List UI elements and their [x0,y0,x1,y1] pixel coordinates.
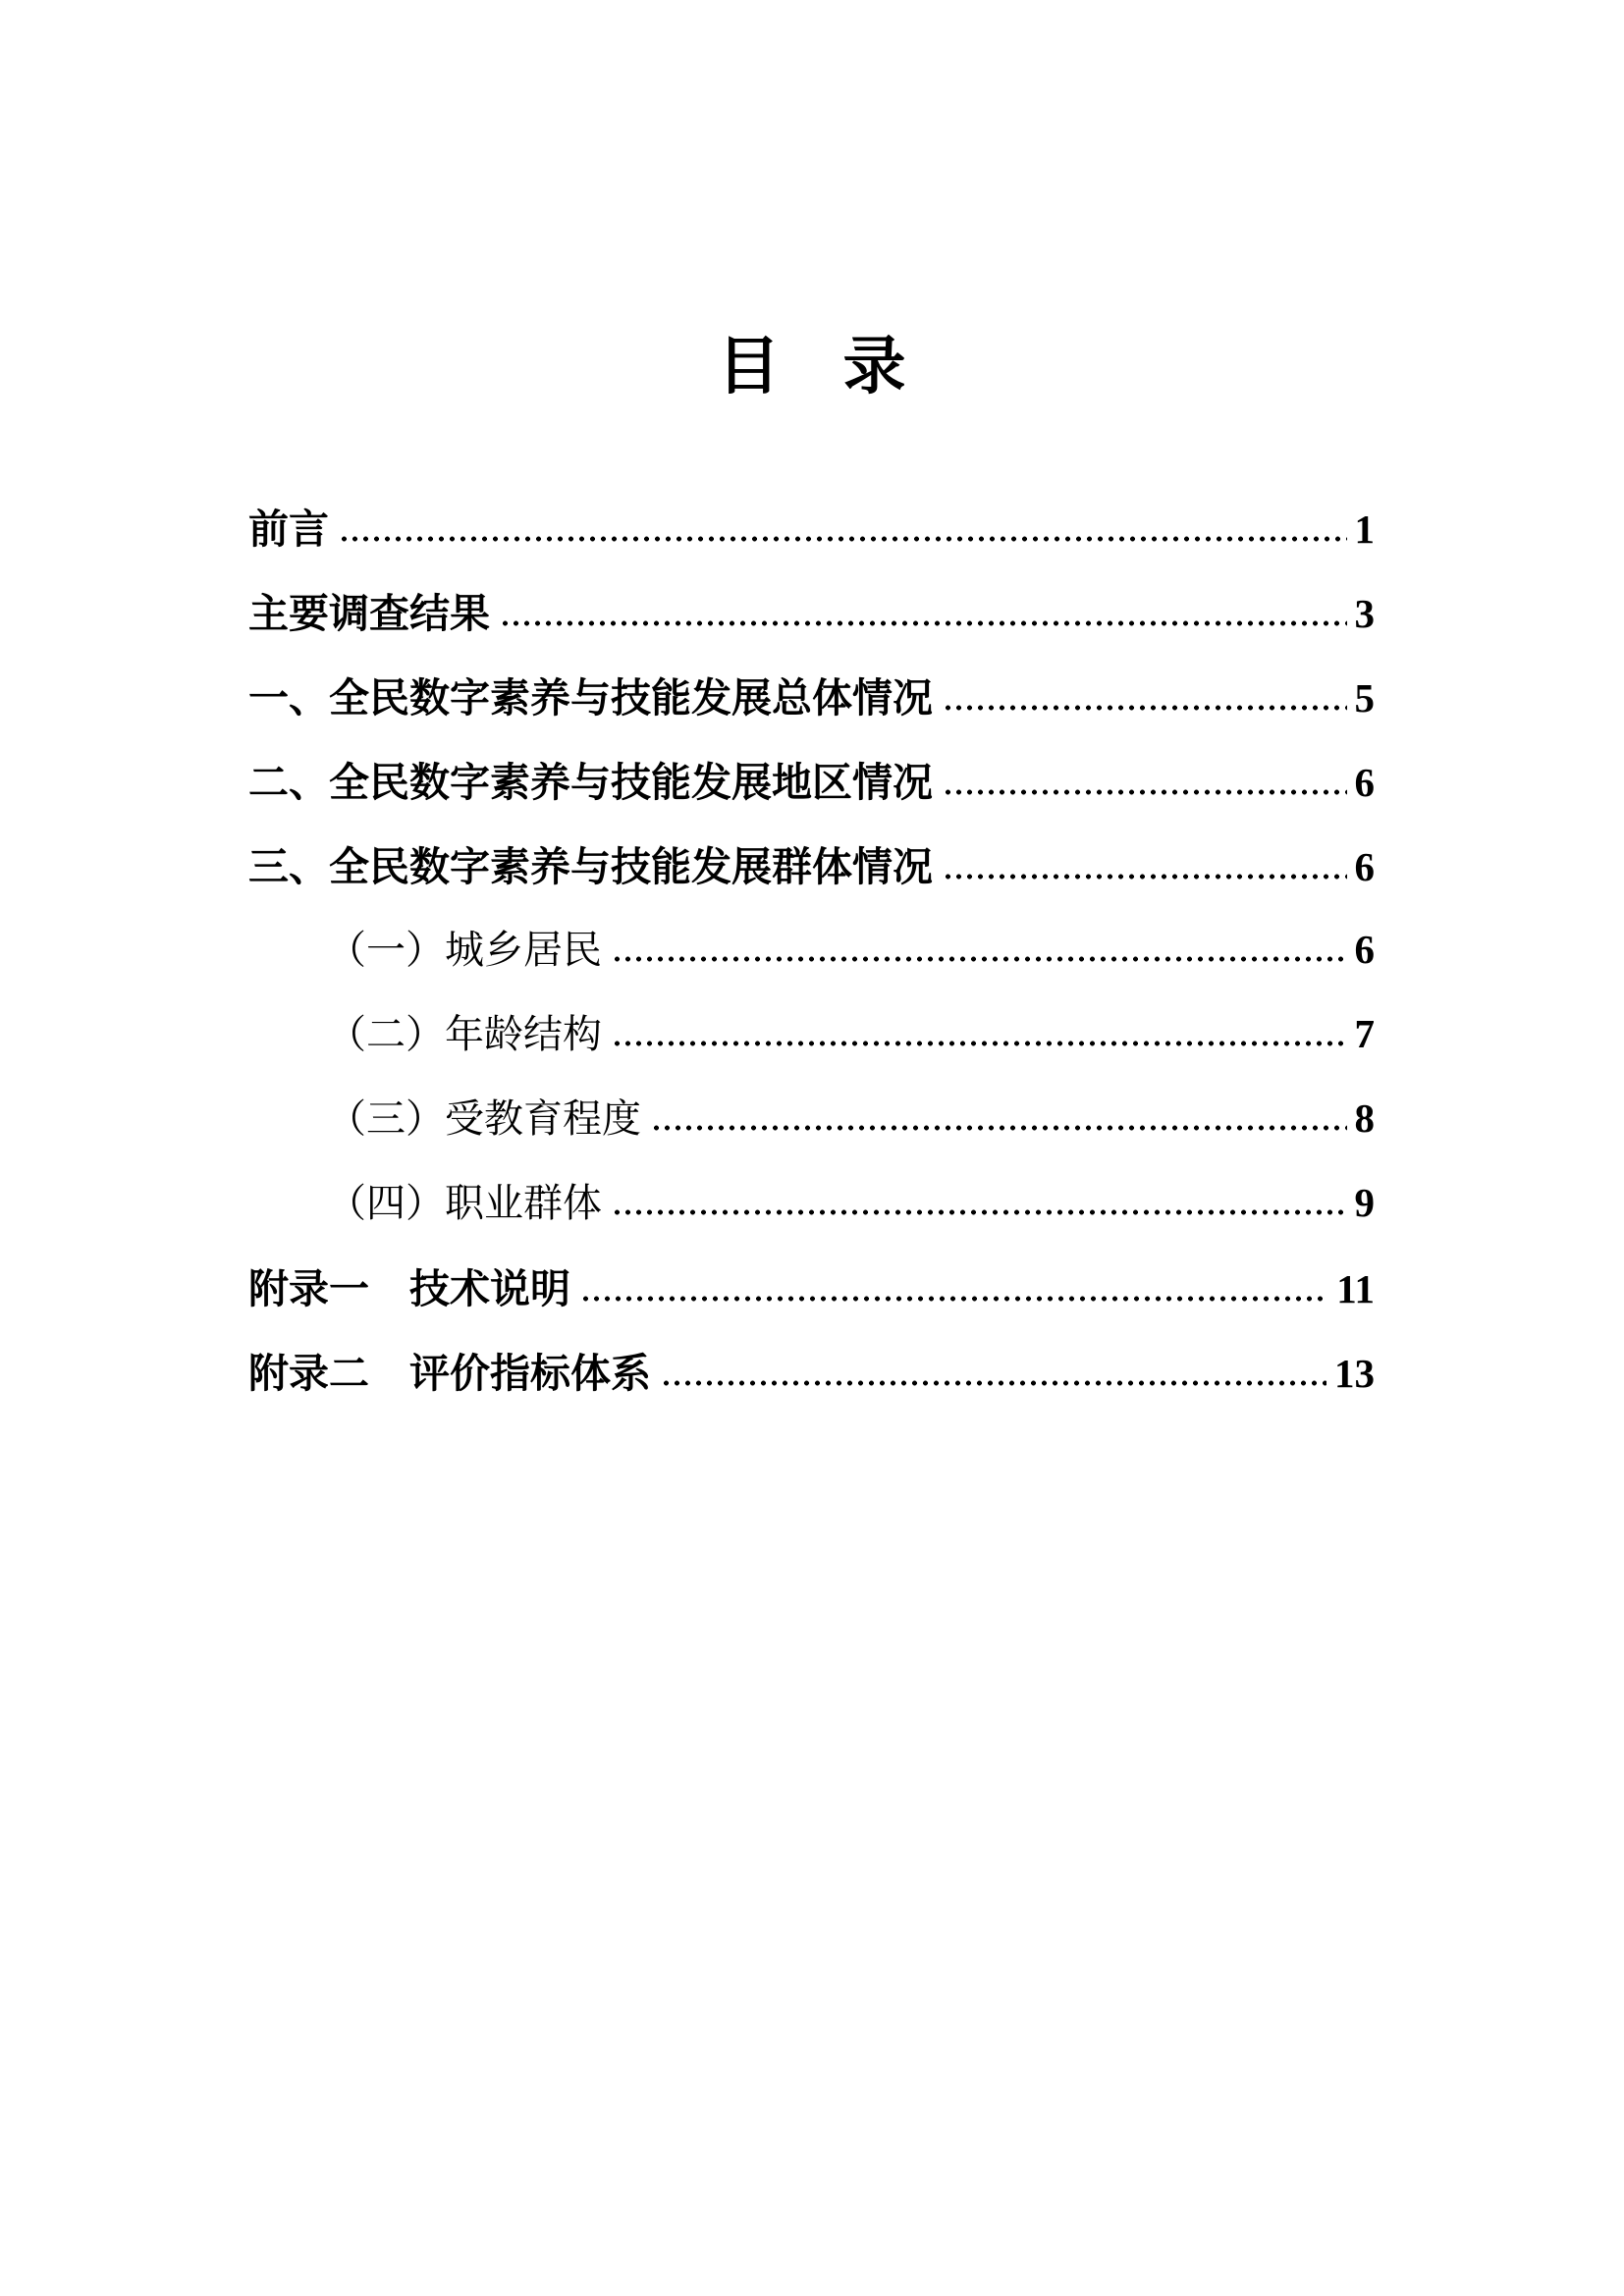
toc-entry-sub-2[interactable] [248,988,1375,1072]
toc-entry-label: 一、全民数字素养与技能发展总体情况 [248,675,933,721]
toc-entry-section-3[interactable] [248,819,1375,903]
toc-entry-label: 前言 [248,507,329,552]
toc-page-number: 6 [1354,927,1375,972]
toc-page-number: 3 [1354,591,1375,636]
toc-entry-label: （二）年龄结构 [327,1012,602,1056]
toc-entry-sub-3[interactable] [248,1072,1375,1156]
table-of-contents [248,481,1375,1410]
toc-entry-zhuyao-diaocha-jieguo[interactable] [248,565,1375,650]
dot-leader [943,873,1347,881]
dot-leader [612,955,1347,963]
toc-page-number: 5 [1354,675,1375,721]
toc-entry-appendix-2[interactable] [248,1325,1375,1410]
toc-entry-label: （四）职业群体 [327,1181,602,1225]
dot-leader [943,704,1347,712]
toc-page-number: 6 [1354,844,1375,889]
dot-leader [661,1379,1326,1387]
dot-leader [612,1208,1347,1216]
toc-page-number: 7 [1354,1011,1375,1056]
dot-leader [500,619,1347,627]
toc-entry-sub-1[interactable] [248,903,1375,988]
toc-entry-sub-4[interactable] [248,1156,1375,1241]
toc-entry-label: 附录二 评价指标体系 [248,1351,651,1396]
toc-entry-label: （三）受教育程度 [327,1096,641,1141]
toc-page-number: 6 [1354,760,1375,805]
toc-page-number: 11 [1336,1266,1375,1311]
toc-entry-label: 三、全民数字素养与技能发展群体情况 [248,844,933,889]
toc-entry-label: （一）城乡居民 [327,928,602,972]
toc-page-number: 9 [1354,1180,1375,1225]
toc-page-number: 1 [1354,507,1375,552]
dot-leader [651,1124,1347,1132]
toc-entry-label: 附录一 技术说明 [248,1266,570,1311]
dot-leader [339,535,1347,543]
dot-leader [612,1040,1347,1047]
toc-entry-appendix-1[interactable] [248,1241,1375,1325]
toc-page-number: 8 [1354,1095,1375,1141]
toc-entry-section-2[interactable] [248,734,1375,819]
dot-leader [943,788,1347,796]
toc-entry-label: 主要调查结果 [248,591,490,636]
toc-page-number: 13 [1334,1351,1375,1396]
toc-entry-label: 二、全民数字素养与技能发展地区情况 [248,760,933,805]
toc-title: 目 录 [717,331,906,401]
toc-entry-section-1[interactable] [248,650,1375,734]
dot-leader [580,1295,1328,1303]
toc-entry-qianyan[interactable] [248,481,1375,565]
